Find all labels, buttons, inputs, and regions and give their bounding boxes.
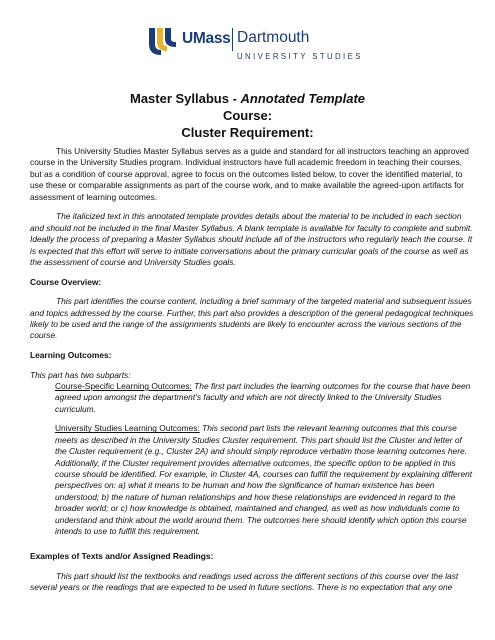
- umass-dartmouth-logo: [148, 24, 363, 66]
- logo-dartmouth-text: Dartmouth: [237, 29, 310, 46]
- learning-outcomes-heading: Learning Outcomes:: [30, 350, 112, 361]
- intro-paragraph: This University Studies Master Syllabus serves as a guide and standard for all instructors teaching an approved course in the University Studies program. Individual instructors have full academic freedom in teaching their courses, but as a condition of course approval, agree to focus on the outcomes listed below, to cover the identified material, to use these or comparable assignments as part of the course work, and to make available the agreed-upon artifacts for assessment of learning outcomes.: [30, 146, 469, 202]
- italic-note-paragraph: The italicized text in this annotated template provides details about the material to be included in each section and should not be included in the final Master Syllabus. A blank template is available for faculty to complete and submit. Ideally the process of preparing a Master Syllabus should include all of the instructors who regularly teach the course. It is expected that this effort will serve to initiate conversations about the primary curricular goals of the course as well as the assessment of course and University Studies goals.: [30, 211, 473, 268]
- course-overview-heading: Course Overview:: [30, 276, 102, 287]
- umass-logo-mark-icon: [148, 26, 178, 56]
- document-body: [30, 146, 475, 602]
- texts-readings-heading: Examples of Texts and/or Assigned Readings:: [30, 551, 214, 562]
- course-specific-outcomes: Course-Specific Learning Outcomes: The first part includes the learning outcomes for the course that have been agreed upon amongst the department’s faculty and which are not directly linked to the University Studies curriculum.: [55, 381, 471, 414]
- title-line-1: Master Syllabus - Annotated Template: [129, 91, 366, 106]
- university-studies-outcomes: University Studies Learning Outcomes: This second part lists the relevant learning outcomes that this course meets as described in the University Studies Cluster requirement. This part should list the Cluster and letter of the Cluster requirement (e.g., Cluster 2A) and should simply reproduce verbatim those learning outcomes here. Additionally, if the Cluster requirement provides alternative outcomes, the specific option to be applied in this course should be identified. For example, in Cluster 4A, courses can fulfill the requirement by explaining different perspectives on: a) what it means to be human and how the significance of human existence has been understood; b) the nature of human relationships and how these relationships are evidenced in regard to the broader world; or c) how knowledge is obtained, maintained and changed, as well as how individuals come to understand and think about the world around them. The outcomes here should identify which option this course intends to use to fulfill this requirement.: [55, 423, 473, 536]
- course-specific-label: Course-Specific Learning Outcomes:: [55, 381, 192, 392]
- texts-readings-text: This part should list the textbooks and readings used across the different sections of this course over the last several years or the readings that are expected to be used in future sections. There is no expectation that any one: [30, 570, 459, 593]
- title-italic: Annotated Template: [240, 91, 366, 106]
- logo-divider: [232, 28, 233, 51]
- learning-outcomes-intro: This part has two subparts:: [30, 369, 131, 380]
- title-course: Course:: [222, 108, 273, 123]
- logo-umass-text: UMass: [182, 30, 231, 47]
- document-title: [0, 90, 495, 141]
- logo-university-studies-text: UNIVERSITY STUDIES: [237, 52, 363, 61]
- university-studies-label: University Studies Learning Outcomes:: [55, 423, 200, 434]
- course-overview-text: This part identifies the course content, including a brief summary of the targeted material and subsequent issues and topics addressed by the course. Further, this part also provides a description of the general pedagogical techniques likely to be used and the range of the assignments students are likely to encounter across the various sections of the course.: [30, 296, 474, 341]
- title-cluster-requirement: Cluster Requirement:: [181, 125, 314, 140]
